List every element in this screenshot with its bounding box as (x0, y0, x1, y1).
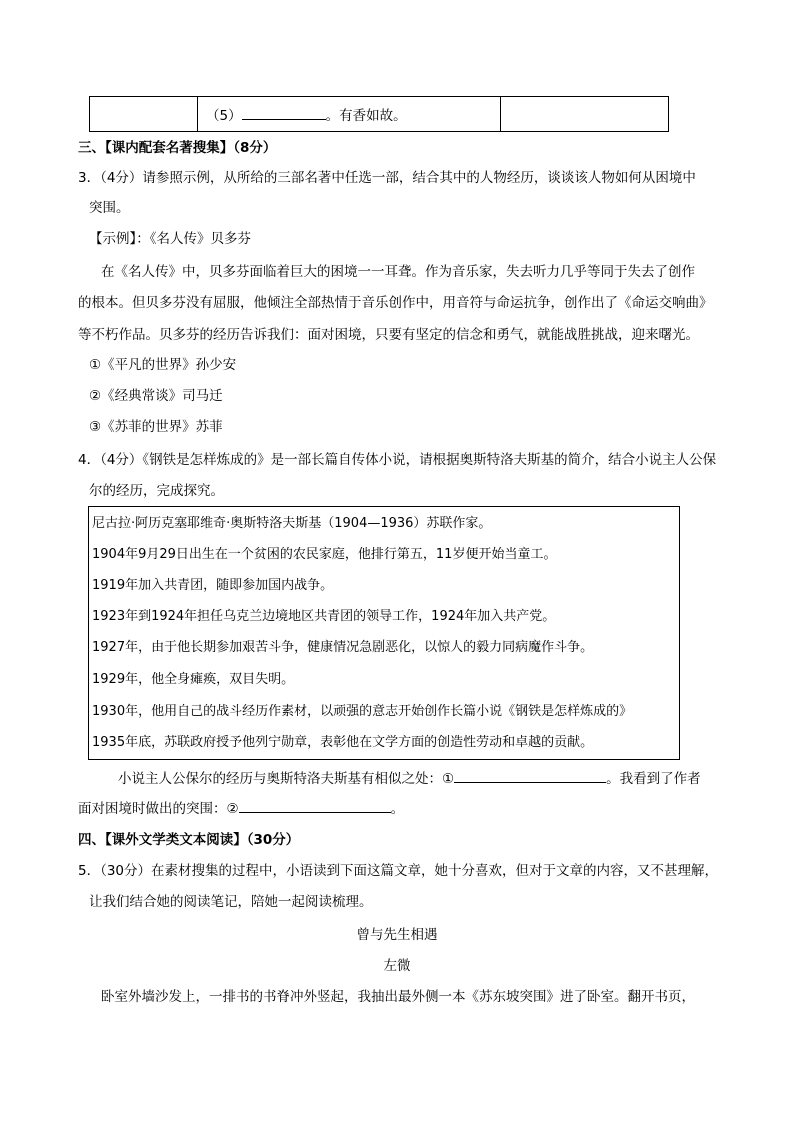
table-cell-fill (198, 97, 501, 132)
question4-text: 4．（4分）《钢铁是怎样炼成的》是一部长篇自传体小说，请根据奥斯特洛夫斯基的简介，结合小说主人公保 (78, 452, 717, 468)
question3-text: 3．（4分）请参照示例，从所给的三部名著中任选一部，结合其中的人物经历，谈谈该人物如何从困境中 (78, 170, 696, 186)
fill-suffix: 。有香如故。 (325, 108, 407, 124)
fill-sentence-cont (78, 800, 404, 818)
fill-sentence-part: 面对困境时做出的突围：② (78, 801, 239, 817)
question5-text: 5．（30分）在素材搜集的过程中，小语读到下面这篇文章，她十分喜欢，但对于文章的内容，又不甚理解， (78, 863, 719, 879)
fill-sentence-part: 小说主人公保尔的经历与奥斯特洛夫斯基有相似之处：① (118, 771, 455, 787)
question5-text-cont: 让我们结合她的阅读笔记，陪她一起阅读梳理。 (89, 894, 373, 910)
article-author: 左微 (383, 958, 411, 974)
table-cell-empty (90, 97, 198, 132)
bio-line: 1929年，他全身瘫痪，双目失明。 (92, 672, 295, 687)
table-row (90, 97, 669, 132)
bio-line: 1919年加入共青团，随即参加国内战争。 (92, 578, 334, 593)
bio-line: 1935年底，苏联政府授予他列宁勋章，表彰他在文学方面的创造性劳动和卓越的贡献。 (92, 735, 594, 750)
answer-table (89, 96, 669, 132)
option-item: ③《苏菲的世界》苏菲 (89, 419, 223, 435)
option-item: ②《经典常谈》司马迁 (89, 388, 223, 404)
bio-line: 1930年，他用自己的战斗经历作素材，以顽强的意志开始创作长篇小说《钢铁是怎样炼成的》 (92, 704, 633, 719)
example-paragraph-cont: 等不朽作品。贝多芬的经历告诉我们：面对困境，只要有坚定的信念和勇气，就能战胜挑战，迎来曙光。 (78, 327, 699, 343)
option-item: ①《平凡的世界》孙少安 (89, 357, 237, 373)
bio-line: 1927年，由于他长期参加艰苦斗争，健康情况急剧恶化，以惊人的毅力同病魔作斗争。 (92, 640, 594, 655)
fill-sentence-part: 。我看到了作者 (606, 771, 701, 787)
article-title: 曾与先生相遇 (356, 927, 438, 943)
bio-line: 尼古拉·阿历克塞耶维奇·奥斯特洛夫斯基（1904—1936）苏联作家。 (92, 516, 492, 531)
answer-blank[interactable] (242, 107, 326, 120)
example-paragraph: 在《名人传》中，贝多芬面临着巨大的困境一一耳聋。作为音乐家，失去听力几乎等同于失去了创作 (101, 264, 695, 280)
section4-heading: 四、【课外文学类文本阅读】（30分） (78, 832, 300, 848)
example-paragraph-cont: 的根本。但贝多芬没有屈服，他倾注全部热情于音乐创作中，用音符与命运抗争，创作出了《命运交响曲》 (78, 295, 713, 311)
answer-blank-1[interactable] (454, 770, 606, 783)
fill-sentence-part: 。 (390, 801, 405, 817)
question3-text-cont: 突围。 (89, 200, 130, 216)
example-label: 【示例】：《名人传》贝多芬 (89, 231, 251, 247)
section3-heading: 三、【课内配套名著搜集】（8分） (78, 140, 277, 156)
question4-text-cont: 尔的经历，完成探究。 (89, 483, 224, 499)
fill-sentence (118, 770, 701, 788)
biography-box (88, 506, 680, 760)
answer-blank-2[interactable] (239, 800, 391, 813)
bio-line: 1904年9月29日出生在一个贫困的农民家庭，他排行第五，11岁便开始当童工。 (92, 547, 557, 562)
article-paragraph: 卧室外墙沙发上，一排书的书脊冲外竖起，我抽出最外侧一本《苏东坡突围》进了卧室。翻开书页， (101, 989, 695, 1005)
table-cell-empty (501, 97, 669, 132)
fill-number: （5） (206, 108, 242, 124)
bio-line: 1923年到1924年担任乌克兰边境地区共青团的领导工作，1924年加入共产党。 (92, 609, 556, 624)
